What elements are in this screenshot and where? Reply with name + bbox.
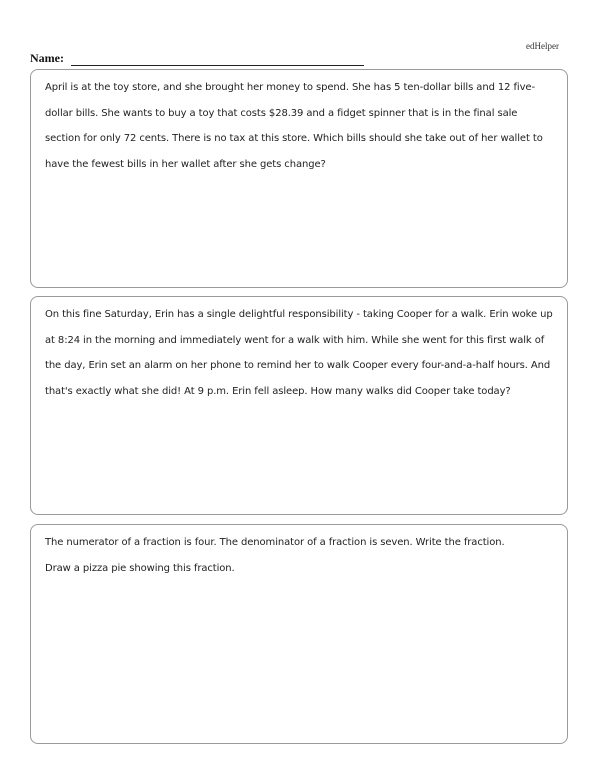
problem-2-text: On this fine Saturday, Erin has a single delightful responsibility - taking Cooper for a walk. Erin woke up at 8:24 in the morning and immediately went for a walk with him. While she went for this first walk of the day, Erin set an alarm on her phone to remind her to walk Cooper every four-and-a-half hours. And that's exactly what she did! At 9 p.m. Erin fell asleep. How many walks did Cooper take today? [45, 309, 553, 397]
name-label: Name: [30, 51, 64, 65]
brand-label: edHelper [526, 41, 559, 51]
problem-box-2 [30, 296, 568, 515]
name-row [30, 51, 364, 66]
problem-1-text: April is at the toy store, and she brought her money to spend. She has 5 ten-dollar bills and 12 five-dollar bills. She wants to buy a toy that costs $28.39 and a fidget spinner that is in the final sale section for only 72 cents. There is no tax at this store. Which bills should she take out of her wallet to have the fewest bills in her wallet after she gets change? [45, 82, 543, 170]
problem-3-instruction: Draw a pizza pie showing this fraction. [45, 562, 235, 574]
problem-3-text: The numerator of a fraction is four. The denominator of a fraction is seven. Write the fraction. [45, 537, 505, 548]
name-input-line[interactable] [71, 53, 364, 66]
problem-box-1 [30, 69, 568, 288]
problem-box-3 [30, 524, 568, 744]
